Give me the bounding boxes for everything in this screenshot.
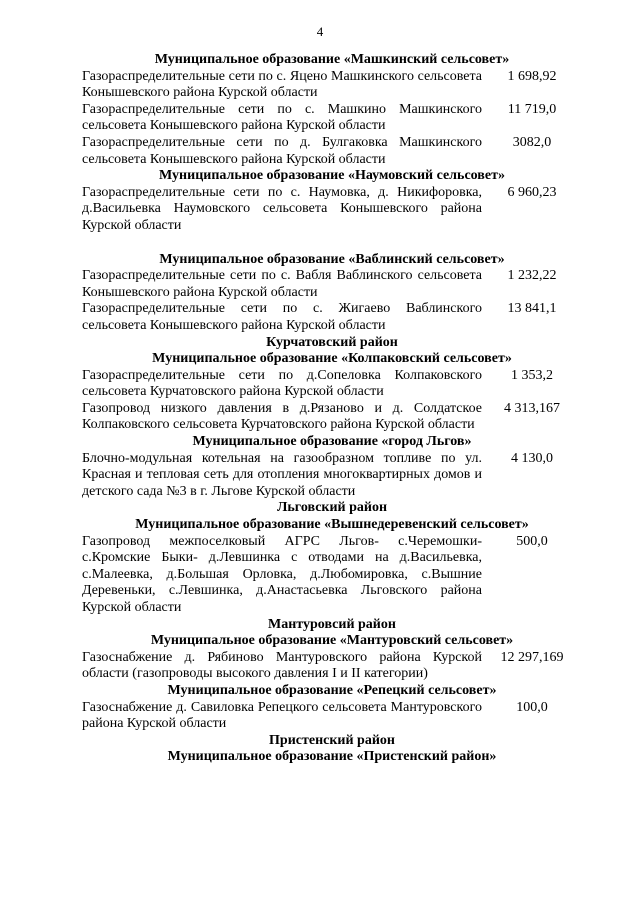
object-description: Газоснабжение д. Савиловка Репецкого сельсовета Мантуровского района Курской области <box>82 699 482 732</box>
table-row <box>82 401 582 434</box>
page-number: 4 <box>316 24 324 39</box>
object-description: Газораспределительные сети по с. Яцено Машкинского сельсовета Конышевского района Курской области <box>82 68 482 101</box>
amount-value: 13 841,1 <box>507 301 557 317</box>
section-heading: Муниципальное образование «Пристенский район» <box>167 749 497 765</box>
table-row <box>82 185 582 235</box>
table-row <box>82 368 582 401</box>
object-description: Газопровод низкого давления в д.Рязаново и д. Солдатское Колпаковского сельсовета Курчатовского района Курской области <box>82 400 482 433</box>
object-description: Блочно-модульная котельная на газообразном топливе по ул. Красная и тепловая сеть для отопления многоквартирных домов и детского сада №3 в г. Льгове Курской области <box>82 450 482 499</box>
amount-value: 4 130,0 <box>511 450 553 466</box>
amount-value: 100,0 <box>516 699 548 715</box>
object-description: Газораспределительные сети по д.Сопеловка Колпаковского сельсовета Курчатовского района Курской области <box>82 367 482 400</box>
amount-value: 11 719,0 <box>507 101 557 117</box>
object-description: Газораспределительные сети по с. Наумовка, д. Никифоровка, д.Васильевка Наумовского сельсовета Конышевского района Курской области <box>82 184 482 233</box>
spacer <box>82 235 582 252</box>
amount-value: 500,0 <box>516 533 548 549</box>
object-description: Газораспределительные сети по с. Жигаево Ваблинского сельсовета Конышевского района Курской области <box>82 301 482 333</box>
section-heading: Муниципальное образование «Ваблинский сельсовет» <box>159 251 505 267</box>
section-heading: Муниципальное образование «Репецкий сельсовет» <box>167 682 497 698</box>
table-row <box>82 135 582 168</box>
table-row <box>82 268 582 301</box>
table-row <box>82 451 582 501</box>
table-row <box>82 650 582 683</box>
object-description: Газораспределительные сети по с. Машкино Машкинского сельсовета Конышевского района Курской области <box>82 101 482 134</box>
section-heading: Льговский район <box>276 500 388 516</box>
amount-value: 4 313,167 <box>504 400 560 416</box>
section-heading: Курчатовский район <box>266 334 398 350</box>
section-heading: Муниципальное образование «город Льгов» <box>192 434 472 450</box>
object-description: Газораспределительные сети по д. Булгаковка Машкинского сельсовета Конышевского района Курской области <box>82 134 482 167</box>
table-row <box>82 534 582 617</box>
object-description: Газораспределительные сети по с. Вабля Ваблинского сельсовета Конышевского района Курской области <box>82 268 482 300</box>
object-description: Газопровод межпоселковый АГРС Льгов- с.Черемошки- с.Кромские Быки- д.Левшинка с отводами на д.Васильевка, с.Малеевка, д.Большая Орловка, д.Любомировка, с.Вышние Деревеньки, с.Левшинка, д.Анастасьевка Льговского района Курской области <box>82 533 482 615</box>
amount-value: 1 232,22 <box>507 268 557 284</box>
section-heading: Муниципальное образование «Мантуровский сельсовет» <box>150 633 514 649</box>
table-row <box>82 102 582 135</box>
document-body <box>82 52 582 766</box>
amount-value: 1 698,92 <box>507 68 557 84</box>
object-description: Газоснабжение д. Рябиново Мантуровского района Курской области (газопроводы высокого давления I и II категории) <box>82 649 482 682</box>
section-heading: Мантуровсий район <box>268 616 396 632</box>
section-heading: Муниципальное образование «Вышнедеревенский сельсовет» <box>135 517 529 533</box>
amount-value: 12 297,169 <box>500 649 564 665</box>
section-heading: Пристенский район <box>269 732 395 748</box>
amount-value: 3082,0 <box>512 134 552 150</box>
section-heading: Муниципальное образование «Наумовский сельсовет» <box>159 168 505 184</box>
amount-value: 1 353,2 <box>511 367 553 383</box>
table-row <box>82 69 582 102</box>
section-heading: Муниципальное образование «Колпаковский сельсовет» <box>152 351 512 367</box>
table-row <box>82 301 582 334</box>
section-heading: Муниципальное образование «Машкинский сельсовет» <box>154 52 510 67</box>
table-row <box>82 700 582 733</box>
amount-value: 6 960,23 <box>507 184 557 200</box>
